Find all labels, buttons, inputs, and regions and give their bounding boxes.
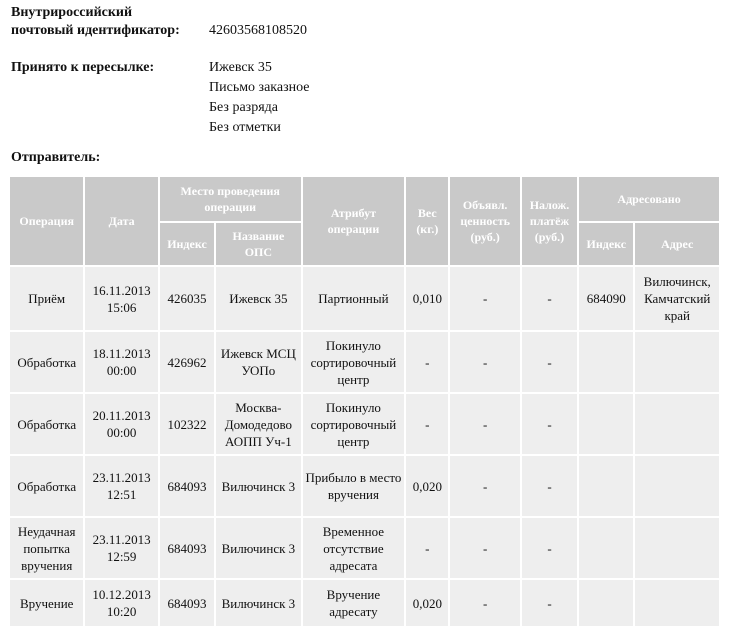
cell-ops-name: Вилючинск 3: [216, 456, 300, 516]
cell-date: 10.12.2013 10:20: [85, 580, 157, 626]
col-place-name: Название ОПС: [216, 223, 300, 265]
cell-index: 684093: [160, 580, 214, 626]
accepted-label: Принято к пересылке:: [11, 60, 155, 75]
cell-addr-address: Вилючинск, Камчатский край: [635, 267, 719, 330]
cell-operation: Обработка: [10, 456, 83, 516]
cell-cod: -: [522, 394, 577, 454]
cell-addr-address: [635, 518, 719, 578]
col-addr-address: Адрес: [635, 223, 719, 265]
cell-addr-address: [635, 456, 719, 516]
cell-ops-name: Ижевск МСЦ УОПо: [216, 332, 300, 392]
cell-declared-value: -: [450, 394, 519, 454]
cell-operation: Приём: [10, 267, 83, 330]
accepted-line-1: Ижевск 35: [209, 60, 272, 75]
identifier-label-line2: почтовый идентификатор:: [11, 23, 180, 38]
col-date: Дата: [85, 177, 157, 265]
cell-weight: 0,010: [406, 267, 448, 330]
cell-operation: Обработка: [10, 332, 83, 392]
cell-weight: -: [406, 394, 448, 454]
cell-cod: -: [522, 580, 577, 626]
col-place-index: Индекс: [160, 223, 214, 265]
cell-attribute: Прибыло в место вручения: [303, 456, 405, 516]
cell-declared-value: -: [450, 580, 519, 626]
cell-operation: Неудачная попытка вручения: [10, 518, 83, 578]
cell-cod: -: [522, 456, 577, 516]
cell-ops-name: Вилючинск 3: [216, 580, 300, 626]
col-declared-value: Объявл. ценность (руб.): [450, 177, 519, 265]
col-cod: Налож. платёж (руб.): [522, 177, 577, 265]
cell-addr-index: [579, 332, 633, 392]
cell-attribute: Покинуло сортировочный центр: [303, 332, 405, 392]
table-row: [10, 332, 719, 392]
table-row: [10, 456, 719, 516]
cell-operation: Обработка: [10, 394, 83, 454]
cell-addr-address: [635, 580, 719, 626]
cell-declared-value: -: [450, 332, 519, 392]
cell-weight: 0,020: [406, 456, 448, 516]
cell-cod: -: [522, 332, 577, 392]
col-attribute: Атрибут операции: [303, 177, 405, 265]
table-row: [10, 580, 719, 626]
cell-cod: -: [522, 518, 577, 578]
cell-addr-address: [635, 332, 719, 392]
cell-weight: 0,020: [406, 580, 448, 626]
cell-ops-name: Москва-Домодедово АОПП Уч-1: [216, 394, 300, 454]
cell-addr-index: [579, 518, 633, 578]
identifier-value: 42603568108520: [209, 23, 307, 38]
cell-addr-index: 684090: [579, 267, 633, 330]
cell-index: 426962: [160, 332, 214, 392]
identifier-label-line1: Внутрироссийский: [11, 5, 133, 20]
cell-date: 23.11.2013 12:51: [85, 456, 157, 516]
cell-date: 23.11.2013 12:59: [85, 518, 157, 578]
accepted-block: [11, 58, 310, 135]
cell-addr-index: [579, 394, 633, 454]
cell-cod: -: [522, 267, 577, 330]
cell-index: 684093: [160, 518, 214, 578]
cell-declared-value: -: [450, 518, 519, 578]
cell-date: 18.11.2013 00:00: [85, 332, 157, 392]
table-row: [10, 394, 719, 454]
col-place-group: Место проведения операции: [160, 177, 301, 221]
cell-declared-value: -: [450, 456, 519, 516]
accepted-line-4: Без отметки: [209, 120, 281, 135]
table-row: [10, 518, 719, 578]
identifier-block: [11, 4, 411, 40]
cell-index: 426035: [160, 267, 214, 330]
col-operation: Операция: [10, 177, 83, 265]
cell-attribute: Покинуло сортировочный центр: [303, 394, 405, 454]
cell-date: 16.11.2013 15:06: [85, 267, 157, 330]
col-weight: Вес (кг.): [406, 177, 448, 265]
cell-addr-index: [579, 580, 633, 626]
cell-date: 20.11.2013 00:00: [85, 394, 157, 454]
cell-declared-value: -: [450, 267, 519, 330]
col-addressed-group: Адресовано: [579, 177, 719, 221]
tracking-table: [8, 175, 721, 628]
sender-label: Отправитель:: [11, 150, 101, 165]
cell-ops-name: Ижевск 35: [216, 267, 300, 330]
table-row: [10, 267, 719, 330]
col-addr-index: Индекс: [579, 223, 633, 265]
accepted-line-3: Без разряда: [209, 100, 278, 115]
cell-weight: -: [406, 332, 448, 392]
accepted-line-2: Письмо заказное: [209, 80, 310, 95]
cell-ops-name: Вилючинск 3: [216, 518, 300, 578]
cell-operation: Вручение: [10, 580, 83, 626]
accepted-values: [209, 58, 310, 138]
cell-attribute: Партионный: [303, 267, 405, 330]
cell-attribute: Временное отсутствие адресата: [303, 518, 405, 578]
cell-attribute: Вручение адресату: [303, 580, 405, 626]
cell-index: 102322: [160, 394, 214, 454]
cell-index: 684093: [160, 456, 214, 516]
cell-weight: -: [406, 518, 448, 578]
cell-addr-address: [635, 394, 719, 454]
cell-addr-index: [579, 456, 633, 516]
